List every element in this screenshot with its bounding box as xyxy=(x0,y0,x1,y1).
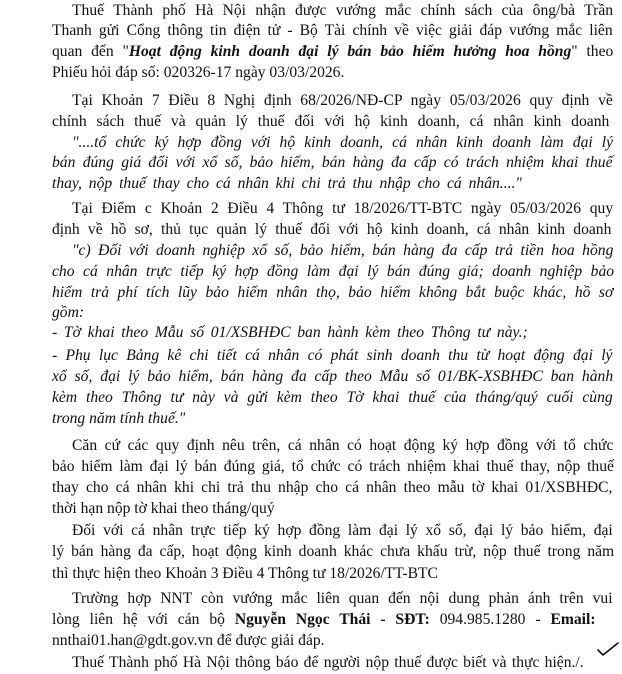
text-segment: nnthai01.han@gdt.gov.vn để được giải đáp. xyxy=(52,632,325,649)
text-segment: thời hạn nộp tờ khai theo tháng/quý xyxy=(52,500,275,517)
text-line xyxy=(52,345,616,367)
text-line xyxy=(52,609,616,631)
text-segment: lý bán hàng đa cấp, hoạt động kinh doanh khác chưa khấu trừ, nộp thuế trong năm xyxy=(52,543,615,560)
text-segment: bảo hiểm làm đại lý bán đúng giá, tổ chức có trách nhiệm khai thuế thay, nộp thuế xyxy=(52,458,614,475)
text-segment: "c) Đối với doanh nghiệp xổ số, bảo hiểm, bán hàng đa cấp trả tiền hoa hồng xyxy=(72,242,614,259)
text-segment: Tại Điểm c Khoản 2 Điều 4 Thông tư 18/2026/TT-BTC ngày 05/03/2026 quy xyxy=(72,200,614,217)
text-segment: Phiếu hỏi đáp số: 020326-17 ngày 03/03/2026. xyxy=(52,64,345,81)
text-segment: Tại Khoản 7 Điều 8 Nghị định 68/2026/NĐ-CP ngày 05/03/2026 quy định về xyxy=(72,92,613,109)
text-segment: hiểm trả phí tích lũy bảo hiểm nhân thọ, bảo hiểm không bắt buộc khác, hồ sơ xyxy=(52,284,614,301)
text-line xyxy=(52,302,99,324)
text-line xyxy=(72,520,617,542)
text-line xyxy=(72,0,617,22)
text-line xyxy=(72,588,617,610)
text-segment: " theo xyxy=(571,43,614,60)
text-segment: xổ số, đại lý bảo hiểm, bán hàng đa cấp theo Mẫu số 01/BK-XSBHĐC ban hành xyxy=(52,368,614,385)
text-line xyxy=(52,219,615,241)
text-segment: Thuế Thành phố Hà Nội nhận được vướng mắc chính sách của ông/bà Trần xyxy=(72,2,614,19)
text-line xyxy=(52,173,526,195)
text-line xyxy=(52,630,342,652)
text-segment: chính sách thuế và quản lý thuế đối với hộ kinh doanh, cá nhân kinh doanh xyxy=(52,113,610,130)
text-line xyxy=(52,498,294,520)
text-line xyxy=(52,261,618,283)
text-line xyxy=(52,322,532,344)
text-line xyxy=(52,408,250,430)
checkmark-icon xyxy=(596,641,620,657)
text-line xyxy=(72,240,617,262)
text-line xyxy=(72,652,588,674)
text-segment: Căn cứ các quy định nêu trên, cá nhân có hoạt động ký hợp đồng với tổ chức xyxy=(72,437,614,454)
text-line xyxy=(52,111,616,133)
text-segment: quan đến " xyxy=(52,43,129,60)
text-line xyxy=(52,282,617,304)
text-segment: trong năm tính thuế." xyxy=(52,410,186,427)
text-segment: Thuế Thành phố Hà Nội thông báo để người nộp thuế được biết và thực hiện./. xyxy=(72,654,584,671)
text-line xyxy=(52,387,617,409)
text-line xyxy=(72,132,617,154)
text-segment: thì thực hiện theo Khoản 3 Điều 4 Thông tư 18/2026/TT-BTC xyxy=(52,565,438,582)
text-line xyxy=(72,435,617,457)
text-line xyxy=(52,20,617,42)
text-segment: định về hồ sơ, thủ tục quản lý thuế đối với hộ kinh doanh, cá nhân kinh doanh xyxy=(52,221,612,238)
text-line xyxy=(52,62,361,84)
text-segment: - Tờ khai theo Mẫu số 01/XSBHĐC ban hành kèm theo Thông tư này.; xyxy=(52,324,528,341)
text-segment: lòng liên hệ với cán bộ xyxy=(52,611,235,628)
text-segment: kèm theo Thông tư này và gửi kèm theo Tờ khai thuế của tháng/quý cuối cùng xyxy=(52,389,613,406)
text-line xyxy=(72,198,617,220)
text-segment: gồm: xyxy=(52,304,85,321)
text-segment: bán đúng giá đối với xổ số, bảo hiểm, bán hàng đa cấp có trách nhiệm khai thuế xyxy=(52,154,613,171)
text-line xyxy=(52,152,617,174)
text-segment: "....tổ chức ký hợp đồng với hộ kinh doanh, cá nhân kinh doanh làm đại lý xyxy=(72,134,614,151)
text-segment: Hoạt động kinh doanh đại lý bán bảo hiểm hưởng hoa hồng xyxy=(128,43,572,60)
text-segment: - Phụ lục Bảng kê chi tiết cá nhân có phát sinh doanh thu từ hoạt động đại lý xyxy=(52,347,613,364)
text-segment: Nguyễn Ngọc Thái - SĐT: xyxy=(234,611,430,628)
text-segment: Thanh gửi Cổng thông tin điện tử - Bộ Tài chính về việc giải đáp vướng mắc liên xyxy=(52,22,613,39)
text-segment: Trường hợp NNT còn vướng mắc liên quan đến nội dung phản ánh trên vui xyxy=(72,590,613,607)
text-segment: 094.985.1280 - xyxy=(429,611,551,628)
text-segment: thay cho cá nhân khi chi trả thu nhập cho cá nhân theo mẫu tờ khai 01/XSBHĐC, xyxy=(52,479,613,496)
text-segment: Email: xyxy=(550,611,596,628)
text-line xyxy=(52,477,616,499)
text-line xyxy=(52,456,618,478)
text-line xyxy=(52,366,617,388)
text-line xyxy=(52,41,617,63)
text-line xyxy=(72,90,617,112)
text-line xyxy=(52,563,448,585)
text-segment: Đối với cá nhân trực tiếp ký hợp đồng làm đại lý xổ số, đại lý bảo hiểm, đại xyxy=(72,522,613,539)
text-segment: thay, nộp thuế thay cho cá nhân khi chi trả thu nhập cho cá nhân...." xyxy=(52,175,522,192)
text-segment: cho cá nhân trực tiếp ký hợp đồng làm đại lý bán đúng giá; doanh nghiệp bảo xyxy=(52,263,615,280)
text-line xyxy=(52,541,618,563)
